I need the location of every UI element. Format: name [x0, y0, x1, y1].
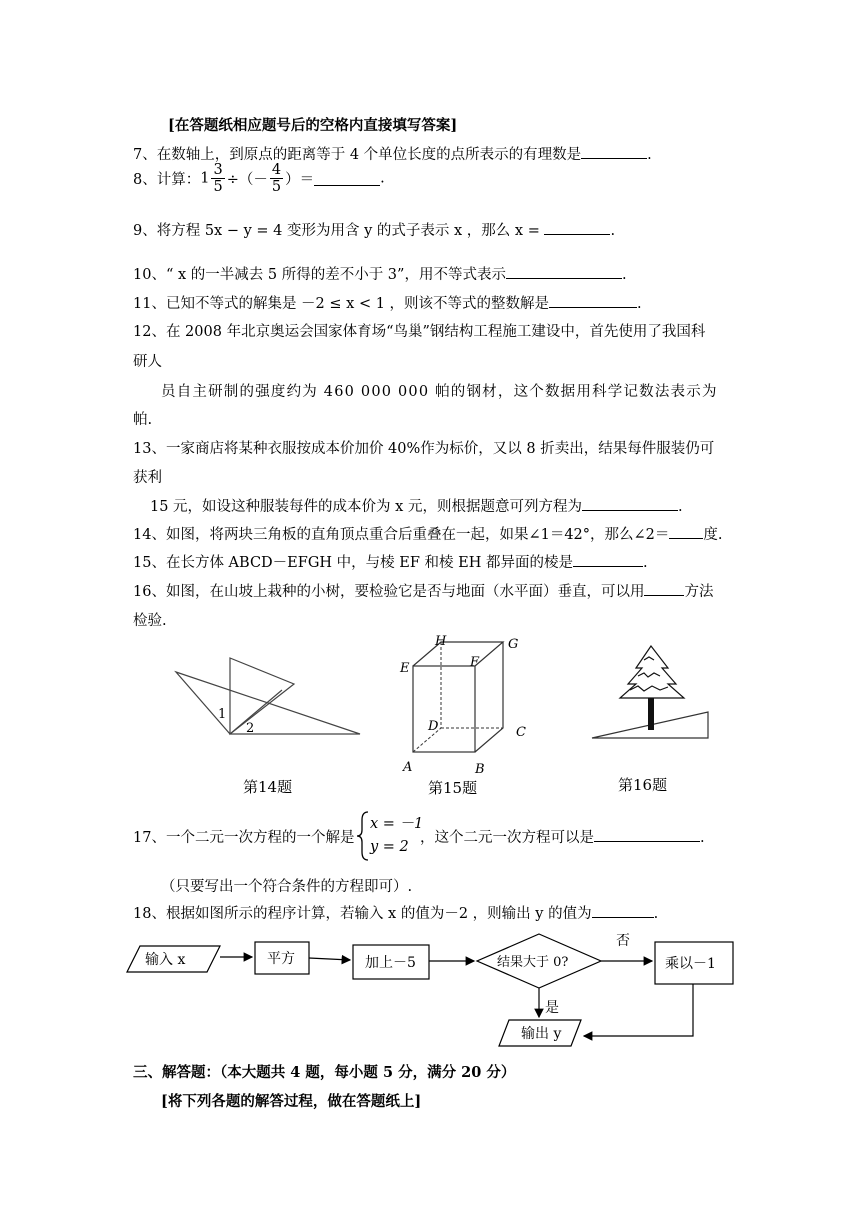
vertex-a: A [403, 760, 413, 775]
triangle-board-1 [176, 672, 360, 734]
divide-operator: ÷（－ [226, 172, 268, 188]
question-8 [133, 162, 385, 195]
close-paren-equals: ）＝ [285, 172, 315, 188]
fraction-2-denominator: 5 [271, 179, 282, 195]
flow-add-label: 加上－5 [365, 955, 416, 971]
figure-14-triangles [170, 652, 370, 742]
question-16-line-2: 检验. [133, 613, 167, 629]
answer-blank-7[interactable] [581, 144, 647, 159]
flow-multiply-label: 乘以－1 [665, 956, 716, 972]
answer-blank-18[interactable] [592, 903, 654, 918]
arrow-loop-to-output [584, 984, 693, 1036]
question-17-prefix: 17、一个二元一次方程的一个解是 [133, 830, 355, 846]
question-17-text: ，这个二元一次方程可以是 [420, 830, 594, 846]
question-16-text: 16、如图，在山坡上栽种的小树，要检验它是否与地面（水平面）垂直，可以用 [133, 584, 645, 600]
period: . [621, 267, 627, 283]
question-14-text: 14、如图，将两块三角板的直角顶点重合后重叠在一起，如果∠1＝42°，那么∠2＝ [133, 527, 670, 543]
figure-15-caption: 第15题 [428, 779, 478, 797]
vertex-g: G [508, 637, 519, 652]
figure-16-tree-on-slope [590, 640, 720, 744]
figure-14-caption: 第14题 [243, 778, 293, 796]
question-11 [133, 292, 642, 313]
question-12-line-3: 员自主研制的强度约为 460 000 000 帕的钢材，这个数据用科学记数法表示为 [161, 384, 718, 400]
tree-crown-icon [620, 646, 684, 698]
angle-2-label: 2 [246, 721, 255, 736]
period: . [700, 830, 705, 846]
question-12-line-4: 帕. [133, 412, 153, 428]
answer-blank-13[interactable] [582, 496, 678, 511]
instruction-fill: [在答题纸相应题号后的空格内直接填写答案] [168, 117, 458, 134]
question-17-suffix [420, 826, 705, 847]
flow-output-label: 输出 y [521, 1026, 562, 1042]
question-18 [133, 902, 658, 923]
question-8-prefix: 8、计算： [133, 172, 201, 188]
answer-blank-8[interactable] [314, 171, 380, 186]
period: . [642, 555, 648, 571]
flow-yes-label: 是 [545, 1000, 559, 1016]
angle-1-label: 1 [218, 707, 227, 722]
flow-no-label: 否 [616, 933, 630, 949]
answer-blank-10[interactable] [506, 264, 622, 279]
question-14 [133, 523, 723, 544]
question-9 [133, 219, 615, 240]
fraction-2-numerator: 4 [271, 162, 282, 178]
triangle-board-2 [230, 658, 294, 734]
flow-square-label: 平方 [267, 951, 295, 967]
question-7-text: 7、在数轴上，到原点的距离等于 4 个单位长度的点所表示的有理数是 [133, 147, 582, 163]
solution-x: x = －1 [370, 816, 424, 832]
question-12-line-2: 研人 [133, 354, 162, 370]
period: . [610, 223, 616, 239]
instruction-solve: [将下列各题的解答过程，做在答题纸上] [161, 1093, 422, 1110]
vertex-e: E [400, 661, 410, 676]
flowchart [125, 932, 745, 1054]
question-18-text: 18、根据如图所示的程序计算，若输入 x 的值为－2 ，则输出 y 的值为 [133, 906, 592, 922]
answer-blank-11[interactable] [549, 293, 637, 308]
vertex-c: C [516, 725, 526, 740]
arrow-square-to-add [309, 958, 350, 960]
fraction-2 [270, 162, 283, 195]
question-16-method: 方法 [684, 584, 714, 600]
vertex-b: B [475, 762, 485, 777]
figure-15-cuboid [395, 632, 530, 778]
question-13-line-1: 13、一家商店将某种衣服按成本价加价 40%作为标价，又以 8 折卖出，结果每件服装仍可 [133, 441, 715, 457]
question-9-text: 9、将方程 5x − y = 4 变形为用含 y 的式子表示 x ，那么 x = [133, 223, 545, 239]
question-13-line-3 [150, 495, 683, 516]
answer-blank-17[interactable] [594, 827, 700, 842]
answer-blank-15[interactable] [573, 552, 643, 567]
question-13-line-2: 获利 [133, 470, 162, 486]
vertex-h: H [435, 634, 447, 649]
question-10-text: 10、“ x 的一半减去 5 所得的差不小于 3”，用不等式表示 [133, 267, 506, 283]
question-17-note: （只要写出一个符合条件的方程即可）. [161, 879, 413, 895]
question-12-line-1: 12、在 2008 年北京奥运会国家体育场“鸟巢”钢结构工程施工建设中，首先使用了我国科 [133, 324, 706, 340]
flow-input-label: 输入 x [145, 952, 186, 968]
question-10 [133, 263, 627, 284]
figure-16-caption: 第16题 [618, 776, 668, 794]
question-15-text: 15、在长方体 ABCD－EFGH 中，与棱 EF 和棱 EH 都异面的棱是 [133, 555, 573, 571]
period: . [637, 296, 642, 312]
answer-blank-16[interactable] [644, 581, 684, 596]
period: . [653, 906, 659, 922]
question-7 [133, 143, 652, 164]
answer-blank-9[interactable] [544, 220, 610, 235]
period: . [677, 499, 683, 515]
fraction-1 [211, 162, 224, 195]
answer-blank-14[interactable] [669, 524, 703, 539]
question-15 [133, 551, 648, 572]
vertex-d: D [428, 719, 439, 734]
section-3-heading: 三、解答题：（本大题共 4 题，每小题 5 分，满分 20 分） [133, 1064, 516, 1081]
period: . [380, 170, 385, 187]
mixed-whole: 1 [200, 170, 210, 187]
solution-y: y = 2 [370, 839, 409, 855]
question-11-text: 11、已知不等式的解集是 －2 ≤ x < 1 ，则该不等式的整数解是 [133, 296, 550, 312]
period: . [647, 147, 652, 163]
question-16-line-1 [133, 580, 713, 601]
vertex-f: F [470, 655, 480, 670]
fraction-1-numerator: 3 [213, 162, 223, 178]
tree-trunk-icon [648, 694, 654, 730]
question-14-unit: 度. [703, 527, 723, 543]
flow-decision-label: 结果大于 0? [497, 955, 569, 970]
system-brace-icon [356, 810, 370, 862]
fraction-1-denominator: 5 [213, 179, 223, 195]
question-13-text: 15 元，如设这种服装每件的成本价为 x 元，则根据题意可列方程为 [150, 499, 582, 515]
